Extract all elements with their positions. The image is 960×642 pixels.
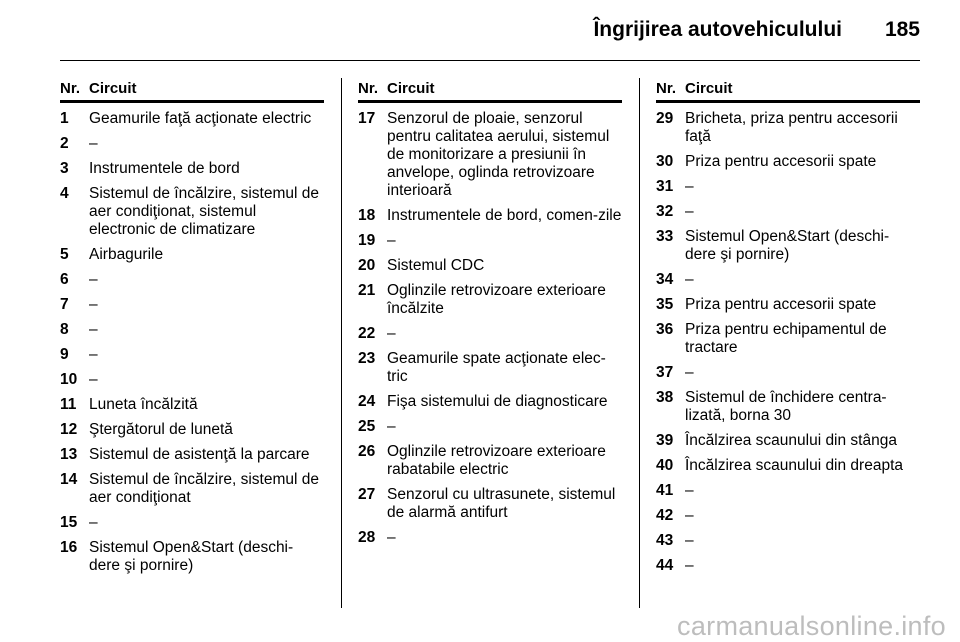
table-row [656, 228, 920, 264]
circuit-description: – [685, 203, 694, 220]
fuse-number: 25 [358, 418, 376, 435]
table-row [60, 471, 324, 507]
table-row [60, 160, 324, 178]
circuit-description: – [685, 271, 694, 288]
circuit-description: – [387, 529, 396, 546]
table-row [656, 178, 920, 196]
table-row [358, 110, 622, 200]
table-row [60, 296, 324, 314]
circuit-description: – [685, 557, 694, 574]
circuit-description: – [685, 178, 694, 195]
table-row [656, 153, 920, 171]
fuse-number: 44 [656, 557, 674, 574]
circuit-description: – [89, 296, 98, 313]
table-row [60, 110, 324, 128]
table-row [656, 482, 920, 500]
circuit-description: Oglinzile retrovizoare exterioare încălzite [387, 282, 606, 317]
column-divider [639, 78, 640, 608]
circuit-description: Încălzirea scaunului din dreapta [685, 457, 903, 474]
table-row [656, 203, 920, 221]
fuse-number: 42 [656, 507, 674, 524]
fuse-number: 20 [358, 257, 376, 274]
fuse-number: 2 [60, 135, 69, 152]
table-header [60, 80, 324, 103]
circuit-description: – [685, 364, 694, 381]
table-row [358, 325, 622, 343]
table-row [358, 257, 622, 275]
fuse-number: 24 [358, 393, 376, 410]
table-row [358, 393, 622, 411]
fuse-number: 32 [656, 203, 674, 220]
page-number: 185 [884, 18, 920, 41]
circuit-description: Sistemul Open&Start (deschi-dere şi pornire) [89, 539, 294, 574]
fuse-number: 41 [656, 482, 674, 499]
fuse-number: 40 [656, 457, 674, 474]
fuse-number: 16 [60, 539, 78, 556]
circuit-description: Sistemul de închidere centra-lizată, borna 30 [685, 389, 887, 424]
circuit-description: Instrumentele de bord, comen-zile [387, 207, 622, 224]
circuit-description: Priza pentru echipamentul de tractare [685, 321, 887, 356]
fuse-number: 19 [358, 232, 376, 249]
circuit-description: Încălzirea scaunului din stânga [685, 432, 897, 449]
fuse-number: 17 [358, 110, 376, 127]
fuse-number: 30 [656, 153, 674, 170]
fuse-number: 22 [358, 325, 376, 342]
table-row [60, 246, 324, 264]
fuse-number: 31 [656, 178, 674, 195]
fuse-list [358, 110, 622, 547]
watermark: carmanualsonline.info [677, 611, 946, 641]
fuse-number: 13 [60, 446, 78, 463]
fuse-number: 4 [60, 185, 69, 202]
fuse-number: 38 [656, 389, 674, 406]
table-row [60, 514, 324, 532]
circuit-description: – [685, 532, 694, 549]
circuit-header: Circuit [685, 80, 733, 97]
fuse-number: 33 [656, 228, 674, 245]
circuit-description: – [387, 325, 396, 342]
circuit-description: Priza pentru accesorii spate [685, 153, 877, 170]
table-row [358, 529, 622, 547]
fuse-number: 27 [358, 486, 376, 503]
circuit-header: Circuit [387, 80, 435, 97]
circuit-description: Sistemul de încălzire, sistemul de aer condiţionat, sistemul electronic de climatizare [89, 185, 320, 238]
circuit-description: – [89, 321, 98, 338]
fuse-number: 36 [656, 321, 674, 338]
fuse-number: 3 [60, 160, 69, 177]
fuse-number: 23 [358, 350, 376, 367]
fuse-number: 1 [60, 110, 69, 127]
fuse-number: 21 [358, 282, 376, 299]
fuse-number: 35 [656, 296, 674, 313]
circuit-description: – [89, 514, 98, 531]
table-row [60, 135, 324, 153]
fuse-number: 34 [656, 271, 674, 288]
fuse-table-column-1 [60, 80, 324, 575]
circuit-description: Sistemul de încălzire, sistemul de aer condiţionat [89, 471, 320, 506]
circuit-description: Fişa sistemului de diagnosticare [387, 393, 608, 410]
table-row [656, 457, 920, 475]
table-row [60, 321, 324, 339]
fuse-number: 7 [60, 296, 69, 313]
fuse-table-column-2 [358, 80, 622, 547]
circuit-description: Geamurile faţă acţionate electric [89, 110, 312, 127]
table-row [60, 371, 324, 389]
fuse-number: 11 [60, 396, 77, 413]
circuit-description: – [387, 232, 396, 249]
table-row [358, 486, 622, 522]
fuse-table-column-3 [656, 80, 920, 575]
circuit-header: Circuit [89, 80, 137, 97]
page-header [0, 0, 960, 60]
circuit-description: Ştergătorul de lunetă [89, 421, 233, 438]
fuse-number: 43 [656, 532, 674, 549]
fuse-number: 29 [656, 110, 674, 127]
table-row [656, 296, 920, 314]
table-row [60, 446, 324, 464]
nr-header: Nr. [60, 80, 81, 97]
circuit-description: Luneta încălzită [89, 396, 198, 413]
fuse-number: 9 [60, 346, 69, 363]
table-header [358, 80, 622, 103]
fuse-number: 14 [60, 471, 78, 488]
circuit-description: – [685, 507, 694, 524]
circuit-description: Geamurile spate acţionate elec-tric [387, 350, 606, 385]
fuse-number: 10 [60, 371, 78, 388]
fuse-number: 37 [656, 364, 674, 381]
nr-header: Nr. [358, 80, 379, 97]
circuit-description: Senzorul cu ultrasunete, sistemul de alarmă antifurt [387, 486, 616, 521]
table-row [60, 396, 324, 414]
fuse-number: 8 [60, 321, 69, 338]
table-row [358, 232, 622, 250]
circuit-description: – [89, 135, 98, 152]
table-row [358, 350, 622, 386]
circuit-description: Instrumentele de bord [89, 160, 240, 177]
circuit-description: Senzorul de ploaie, senzorul pentru calitatea aerului, sistemul de monitorizare a presiunii în anvelope, oglinda retrovizoare interioară [387, 110, 610, 199]
nr-header: Nr. [656, 80, 677, 97]
table-row [656, 389, 920, 425]
circuit-description: Oglinzile retrovizoare exterioare rabatabile electric [387, 443, 606, 478]
table-header [656, 80, 920, 103]
table-row [656, 507, 920, 525]
circuit-description: Sistemul CDC [387, 257, 485, 274]
fuse-number: 6 [60, 271, 69, 288]
table-row [60, 346, 324, 364]
circuit-description: – [89, 346, 98, 363]
circuit-description: Sistemul de asistenţă la parcare [89, 446, 310, 463]
table-row [656, 364, 920, 382]
page-title: Îngrijirea autovehiculului [593, 18, 842, 41]
table-row [656, 532, 920, 550]
table-row [358, 418, 622, 436]
fuse-number: 5 [60, 246, 69, 263]
column-divider [341, 78, 342, 608]
table-row [358, 207, 622, 225]
table-row [656, 110, 920, 146]
circuit-description: – [89, 371, 98, 388]
fuse-number: 12 [60, 421, 78, 438]
fuse-number: 28 [358, 529, 376, 546]
circuit-description: Airbagurile [89, 246, 164, 263]
table-row [60, 539, 324, 575]
fuse-number: 26 [358, 443, 376, 460]
fuse-number: 39 [656, 432, 674, 449]
table-row [656, 557, 920, 575]
circuit-description: Sistemul Open&Start (deschi-dere şi pornire) [685, 228, 890, 263]
circuit-description: Bricheta, priza pentru accesorii faţă [685, 110, 898, 145]
fuse-list [60, 110, 324, 575]
table-row [358, 443, 622, 479]
circuit-description: – [387, 418, 396, 435]
table-row [656, 271, 920, 289]
table-row [358, 282, 622, 318]
table-row [656, 321, 920, 357]
circuit-description: Priza pentru accesorii spate [685, 296, 877, 313]
fuse-list [656, 110, 920, 575]
table-row [60, 421, 324, 439]
circuit-description: – [89, 271, 98, 288]
fuse-number: 18 [358, 207, 376, 224]
table-row [656, 432, 920, 450]
circuit-description: – [685, 482, 694, 499]
header-divider [60, 60, 920, 61]
fuse-number: 15 [60, 514, 78, 531]
table-row [60, 271, 324, 289]
table-row [60, 185, 324, 239]
